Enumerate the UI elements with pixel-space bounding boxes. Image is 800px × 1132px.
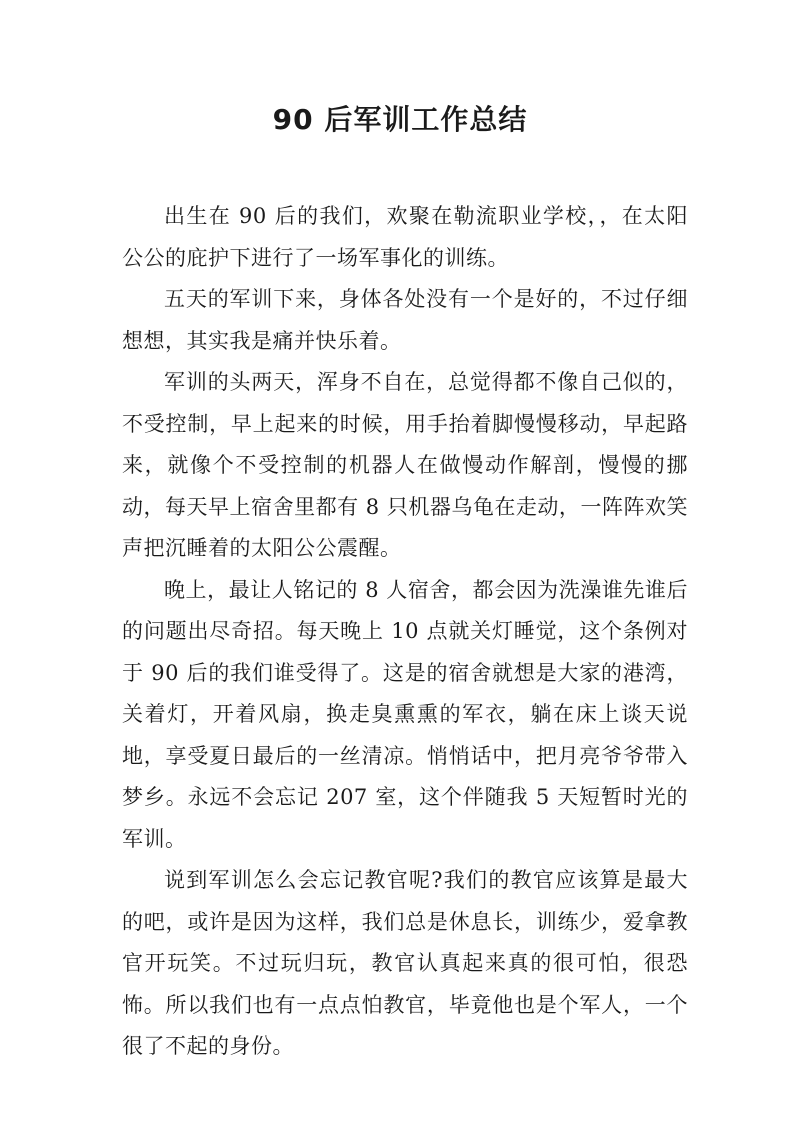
paragraph-2: 五天的军训下来，身体各处没有一个是好的，不过仔细想想，其实我是痛并快乐着。 xyxy=(122,287,688,353)
paragraph-4: 晚上，最让人铭记的 8 人宿舍，都会因为洗澡谁先谁后的问题出尽奇招。每天晚上 10 点就关灯睡觉，这个条例对于 90 后的我们谁受得了。这是的宿舍就想是大家的港湾，关着灯，开着风扇，换走臭熏熏的军衣，躺在床上谈天说地，享受夏日最后的一丝清凉。悄悄话中，把月亮爷爷带入梦乡。永远不会忘记 207 室，这个伴随我 5 天短暂时光的军训。 xyxy=(122,577,688,851)
paragraph-5: 说到军训怎么会忘记教官呢?我们的教官应该算是最大的吧，或许是因为这样，我们总是休息长，训练少，爱拿教官开玩笑。不过玩归玩，教官认真起来真的很可怕，很恐怖。所以我们也有一点点怕教官，毕竟他也是个军人，一个很了不起的身份。 xyxy=(122,868,688,1058)
document-title: 90 后军训工作总结 xyxy=(272,103,528,136)
paragraph-1: 出生在 90 后的我们，欢聚在勒流职业学校，，在太阳公公的庇护下进行了一场军事化的训练。 xyxy=(122,204,688,270)
document-body xyxy=(122,196,688,1068)
paragraph-3: 军训的头两天，浑身不自在，总觉得都不像自己似的，不受控制，早上起来的时候，用手抬着脚慢慢移动，早起路来，就像个不受控制的机器人在做慢动作解剖，慢慢的挪动，每天早上宿舍里都有 8 只机器乌龟在走动，一阵阵欢笑声把沉睡着的太阳公公震醒。 xyxy=(122,370,688,560)
